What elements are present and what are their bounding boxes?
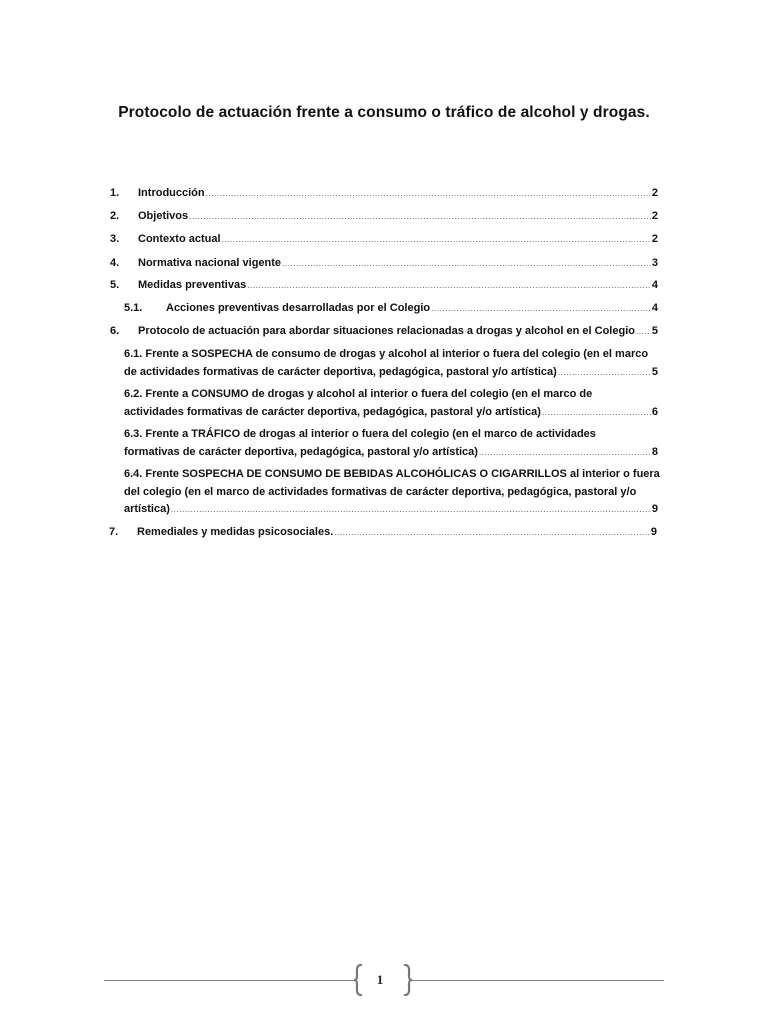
- dot-leader: [282, 255, 651, 272]
- toc-entry-title: Medidas preventivas: [138, 279, 247, 291]
- toc-entry-medidas-preventivas[interactable]: [110, 277, 658, 293]
- toc-entry-title-line: 6.1. Frente a SOSPECHA de consumo de drogas y alcohol al interior o fuera del colegio (en el marco: [124, 348, 649, 360]
- toc-entry-number: 1.: [110, 187, 120, 199]
- toc-entry-number: 5.1.: [124, 302, 143, 314]
- toc-entry-number: 4.: [110, 257, 120, 269]
- document-title: Protocolo de actuación frente a consumo o tráfico de alcohol y drogas.: [118, 104, 650, 121]
- toc-entry-title: Normativa nacional vigente: [138, 257, 282, 269]
- dot-leader: [636, 323, 651, 340]
- toc-entry-acciones-preventivas[interactable]: [124, 300, 658, 316]
- toc-entry-contexto-actual[interactable]: [110, 231, 658, 247]
- toc-entry-introduccion[interactable]: [110, 185, 658, 201]
- toc-entry-remediales[interactable]: [109, 524, 657, 540]
- toc-entry-page: 5: [651, 325, 658, 337]
- toc-entry-page: 9: [651, 503, 658, 515]
- toc-entry-title-line: actividades formativas de carácter deportiva, pedagógica, pastoral y/o artística): [124, 405, 541, 418]
- toc-entry-title-line: 6.4. Frente SOSPECHA DE CONSUMO DE BEBIDAS ALCOHÓLICAS O CIGARRILLOS al interior o fuera: [124, 468, 660, 480]
- toc-entry-title-line: 6.2. Frente a CONSUMO de drogas y alcohol al interior o fuera del colegio (en el marco de: [124, 388, 593, 400]
- toc-entry-title-line: artística): [124, 503, 170, 515]
- dot-leader: [206, 185, 651, 202]
- right-brace-icon: [403, 964, 413, 996]
- toc-entry-bebidas-alcoholicas[interactable]: [124, 466, 658, 519]
- footer-rule-right: [412, 980, 664, 981]
- toc-entry-consumo[interactable]: [124, 386, 658, 421]
- toc-entry-page: 6: [651, 405, 658, 418]
- toc-entry-title-line: del colegio (en el marco de actividades formativas de carácter deportiva, pedagógica, pastoral y/o: [124, 485, 637, 498]
- toc-entry-number: 2.: [110, 210, 120, 222]
- toc-entry-title: Remediales y medidas psicosociales.: [137, 526, 334, 538]
- footer-rule-left: [104, 980, 356, 981]
- toc-entry-title-line: de actividades formativas de carácter deportiva, pedagógica, pastoral y/o artística): [124, 365, 557, 378]
- toc-entry-page: 5: [651, 365, 658, 378]
- toc-entry-number: 7.: [109, 526, 119, 538]
- dot-leader: [189, 208, 651, 225]
- dot-leader: [171, 501, 651, 519]
- dot-leader: [558, 364, 651, 382]
- toc-entry-title: Objetivos: [138, 210, 189, 222]
- toc-entry-number: 3.: [110, 233, 120, 245]
- toc-entry-page: 2: [651, 233, 658, 245]
- toc-entry-title: Introducción: [138, 187, 205, 199]
- toc-entry-sospecha-consumo[interactable]: [124, 346, 658, 381]
- dot-leader: [334, 524, 650, 541]
- dot-leader: [542, 404, 651, 422]
- toc-entry-page: 3: [651, 257, 658, 269]
- toc-entry-title-line: formativas de carácter deportiva, pedagógica, pastoral y/o artística): [124, 445, 478, 458]
- toc-entry-title: Protocolo de actuación para abordar situaciones relacionadas a drogas y alcohol en el Colegio: [138, 325, 635, 337]
- dot-leader: [222, 231, 651, 248]
- toc-entry-number: 6.: [110, 325, 120, 337]
- toc-entry-title: Acciones preventivas desarrolladas por el Colegio: [166, 302, 431, 314]
- toc-entry-page: 8: [651, 445, 658, 458]
- toc-entry-page: 2: [651, 210, 658, 222]
- page-number: 1: [376, 972, 384, 987]
- toc-entry-objetivos[interactable]: [110, 208, 658, 224]
- left-brace-icon: [353, 964, 363, 996]
- dot-leader: [431, 300, 651, 317]
- toc-entry-normativa[interactable]: [110, 255, 658, 271]
- dot-leader: [479, 444, 651, 462]
- dot-leader: [247, 277, 651, 294]
- toc-entry-title-line: 6.3. Frente a TRÁFICO de drogas al interior o fuera del colegio (en el marco de actividades: [124, 428, 596, 440]
- toc-entry-protocolo[interactable]: [110, 323, 658, 339]
- toc-entry-page: 2: [651, 187, 658, 199]
- toc-entry-page: 4: [651, 279, 658, 291]
- toc-entry-page: 9: [650, 526, 657, 538]
- toc-entry-trafico[interactable]: [124, 426, 658, 461]
- toc-entry-page: 4: [651, 302, 658, 314]
- toc-entry-number: 5.: [110, 279, 120, 291]
- toc-entry-title: Contexto actual: [138, 233, 221, 245]
